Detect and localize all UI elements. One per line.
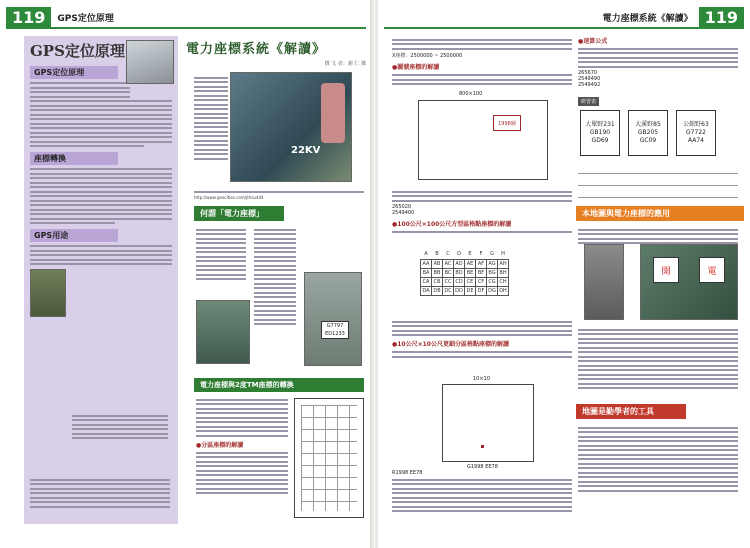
- grid-cell: AF: [476, 259, 487, 268]
- left-page-number: 119: [6, 7, 51, 28]
- article-intro-text: [194, 74, 228, 162]
- grid-col-header: A: [424, 251, 428, 258]
- grid-col-header: D: [457, 251, 461, 258]
- equipment-photo: [196, 300, 250, 364]
- value-a: 265020: [392, 204, 412, 210]
- grid-cell: DG: [488, 287, 496, 294]
- cabinet-photo: [640, 244, 738, 320]
- sidebar-section-1: GPS定位原理: [30, 66, 118, 79]
- section1-text-b: [254, 226, 296, 328]
- left-header-title: GPS定位原理: [57, 13, 114, 24]
- practice-sign-box: [628, 110, 668, 156]
- grid-col-header: F: [479, 251, 483, 258]
- grid-cell: CH: [499, 278, 507, 285]
- article-header: [186, 38, 366, 67]
- sign-line: GB190: [589, 129, 611, 136]
- grid-cell: DA: [422, 287, 430, 294]
- grid-row: [421, 277, 509, 286]
- pole-tag: [321, 321, 349, 339]
- grid-row: [421, 268, 509, 277]
- grid-cell: DH: [499, 287, 507, 294]
- sign-icon-a: 開: [653, 257, 679, 283]
- grid-cell: CC: [443, 277, 454, 286]
- grid-cell: CF: [476, 277, 487, 286]
- section2-text: [196, 396, 288, 497]
- value-c: 265670: [578, 70, 598, 76]
- transformer-photo: [230, 72, 352, 182]
- right-col1-mid: [392, 318, 572, 360]
- sidebar-section-2: 座標轉換: [30, 152, 118, 165]
- diag1-mark: 1998圖: [493, 115, 521, 131]
- grid-cell: BH: [499, 269, 507, 276]
- practice-sign-box: [580, 110, 620, 156]
- grid-cell: BE: [465, 268, 476, 277]
- grid-cell: CE: [465, 277, 476, 286]
- exercise-tag: 研習表: [578, 97, 599, 106]
- right-col1-formula: [392, 188, 572, 236]
- red-section-heading: 地圖是勤學者的工具: [576, 404, 686, 419]
- left-header: [6, 6, 120, 28]
- grid-cell: CD: [455, 278, 463, 285]
- sign-icon-b: 電: [699, 257, 725, 283]
- grid-cell: BB: [432, 268, 443, 277]
- grid-cell: AA: [421, 259, 432, 268]
- right-col2-top: [578, 36, 738, 107]
- article-url: http://www.geocities.com/jthsu444: [194, 195, 264, 200]
- article-url-block: [194, 188, 364, 201]
- grid-cell: BA: [421, 268, 432, 277]
- sign-line: GD69: [591, 137, 609, 144]
- grid-row: [421, 286, 509, 295]
- grid-cell: DD: [455, 287, 463, 294]
- grid-col-header: H: [501, 251, 505, 258]
- grid-cell: BD: [455, 269, 463, 276]
- pole-tag-line1: G7797: [326, 323, 344, 329]
- satellite-photo: [126, 40, 174, 84]
- right-col1-top: [392, 36, 572, 88]
- diag3-top: 10×10: [473, 376, 490, 382]
- grid-col-header: G: [490, 251, 494, 258]
- gps-sidebar: [24, 36, 178, 524]
- diag3-point: [481, 445, 484, 448]
- grid-cell: AH: [499, 260, 507, 267]
- sign-line: G7722: [686, 129, 706, 136]
- right-header: [597, 6, 744, 28]
- grid-cell: DC: [444, 287, 452, 294]
- right-header-rule: [384, 27, 744, 29]
- grid-cell: DE: [466, 287, 474, 294]
- left-page: [0, 0, 372, 548]
- grid-cell: CB: [432, 277, 443, 286]
- closing-text: [578, 424, 738, 494]
- grid10-heading: ●10公尺×10公尺更細分區格點座標的解讀: [392, 341, 509, 348]
- sign-line: AA74: [687, 137, 704, 144]
- article-title: 電力座標系統《解讀》: [186, 42, 327, 57]
- value-e: 2549492: [578, 82, 601, 88]
- section-heading-1: 何謂「電力座標」: [194, 206, 284, 221]
- byline-label: 撰 文 者：: [324, 61, 348, 67]
- grid-cell: CA: [421, 277, 432, 286]
- sign-line: GB205: [637, 129, 659, 136]
- grid-col-header: E: [468, 251, 472, 258]
- practice-lines: [578, 162, 738, 198]
- grid-cell: DF: [476, 286, 487, 295]
- right-col1-bottom: [392, 470, 572, 515]
- sidebar-title: GPS定位原理: [30, 42, 125, 60]
- value-d: 2549490: [578, 76, 601, 82]
- grid-cell: BC: [443, 268, 454, 277]
- formula-heading: ●速算公式: [578, 38, 608, 45]
- section-heading-2: 電力座標與2度TM座標的轉換: [194, 378, 364, 392]
- right-page: [378, 0, 750, 548]
- gps-device-photo: [30, 269, 66, 317]
- byline-author: 謝 仁 傑: [347, 61, 366, 67]
- pole-photo-small: [584, 244, 624, 320]
- sign-line: GC09: [639, 137, 657, 144]
- sidebar-section-3: GPS用途: [30, 229, 118, 242]
- grid-col-header: B: [435, 251, 439, 258]
- grid-cell: CG: [488, 278, 496, 285]
- diag1-top: 800×100: [459, 91, 483, 97]
- grid-cell: BF: [476, 268, 487, 277]
- grid-header-row: [421, 250, 509, 259]
- grid-row: [421, 259, 509, 268]
- grid-cell: AC: [443, 259, 454, 268]
- pole-tag-line2: ED1233: [325, 331, 345, 337]
- grid-cell: AB: [432, 259, 443, 268]
- section1-text: [196, 226, 246, 283]
- practice-sign-box: [676, 110, 716, 156]
- coord-example: R1998 EE78: [392, 470, 423, 476]
- map-sheet-diagram: [418, 91, 548, 180]
- orange-section-heading: 本地圖與電力座標的應用: [576, 206, 744, 221]
- practice-signs: [580, 110, 730, 156]
- grid-cell: AG: [488, 260, 496, 267]
- map-coord-heading: ●圖號座標的解讀: [392, 64, 440, 71]
- fine-grid-diagram: [442, 376, 534, 470]
- x-range: X座標：2500000 ~ 2500000: [392, 53, 463, 59]
- grid-cell: AD: [455, 260, 463, 267]
- sign-line: 大溪野85: [635, 121, 661, 128]
- diag3-mark: G1998 EE78: [467, 464, 498, 470]
- grid-col-header: C: [446, 251, 450, 258]
- grid-cell: BG: [488, 269, 496, 276]
- grid-map-diagram: [294, 398, 364, 518]
- right-page-number: 119: [699, 7, 744, 28]
- sign-line: 公館野63: [683, 121, 709, 128]
- grid-code-table: [420, 250, 509, 296]
- transformer-label: 22KV: [291, 145, 321, 156]
- subsection-heading: ●分區座標的解讀: [196, 441, 244, 449]
- grid-cell: AE: [465, 259, 476, 268]
- left-header-rule: [6, 27, 366, 29]
- person-figure: [321, 83, 345, 143]
- right-header-title: 電力座標系統《解讀》: [602, 13, 693, 24]
- value-b: 2549400: [392, 210, 415, 216]
- grid-cell: DB: [433, 287, 441, 294]
- pole-photo: [304, 272, 362, 366]
- application-text: [578, 326, 738, 392]
- grid100-heading: ●100公尺×100公尺方型區格點座標的解讀: [392, 221, 512, 228]
- sign-line: 大眾野231: [585, 121, 615, 128]
